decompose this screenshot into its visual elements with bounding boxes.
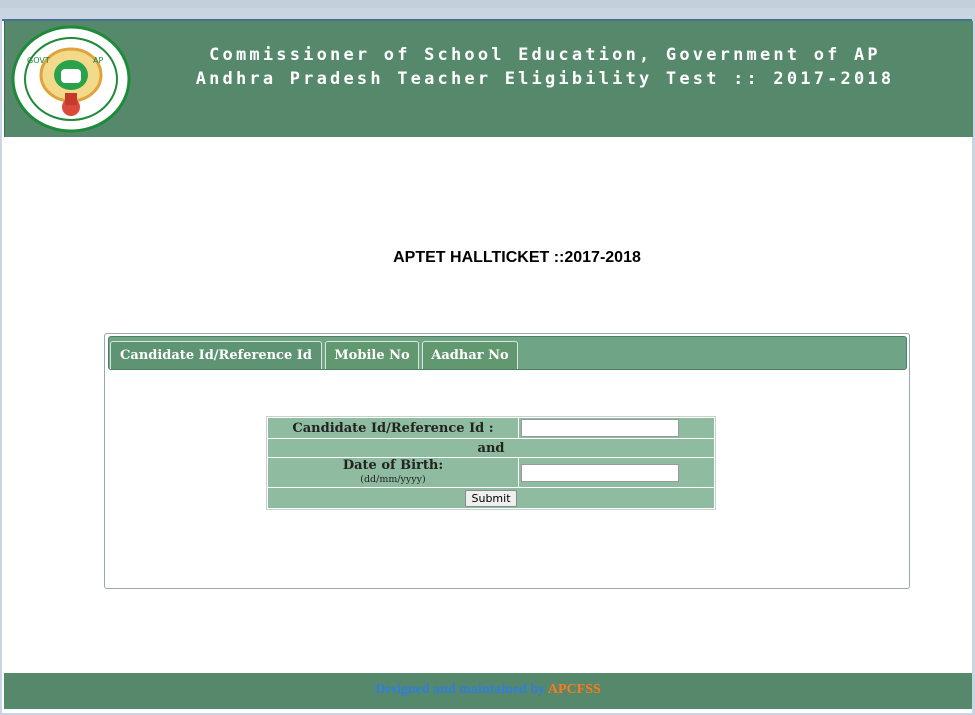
dob-input[interactable] xyxy=(521,464,679,482)
page-footer xyxy=(4,673,972,709)
tab-bar xyxy=(108,336,907,370)
svg-text:AP: AP xyxy=(93,56,104,65)
hallticket-form xyxy=(266,416,716,510)
dob-cell xyxy=(519,458,714,487)
dob-label: Date of Birth: xyxy=(342,458,444,473)
tab-aadhar-no[interactable]: Aadhar No xyxy=(422,341,518,369)
dob-format-hint: (dd/mm/yyyy) xyxy=(360,474,426,485)
page-frame xyxy=(2,19,972,713)
footer-org-link[interactable]: APCFSS xyxy=(547,682,601,697)
submit-cell xyxy=(268,488,714,508)
government-seal-icon xyxy=(9,23,133,135)
candidate-id-label: Candidate Id/Reference Id : xyxy=(268,418,518,438)
and-separator: and xyxy=(268,439,714,457)
submit-button[interactable]: Submit xyxy=(465,490,516,507)
candidate-id-input[interactable] xyxy=(521,419,679,437)
footer-credit-text: Designed and maintained by xyxy=(375,682,546,697)
dob-label-cell xyxy=(268,458,518,487)
search-panel xyxy=(104,333,910,589)
page-header xyxy=(4,21,973,137)
tab-mobile-no[interactable]: Mobile No xyxy=(325,341,419,369)
svg-text:GOVT: GOVT xyxy=(27,56,50,65)
page-title: APTET HALLTICKET ::2017-2018 xyxy=(393,249,641,266)
header-title-line2: Andhra Pradesh Teacher Eligibility Test :: 2017-2018 xyxy=(195,69,895,89)
header-title-line1: Commissioner of School Education, Government of AP xyxy=(209,45,881,65)
browser-top-strip xyxy=(0,0,975,8)
candidate-id-cell xyxy=(519,418,714,438)
tab-candidate-id[interactable]: Candidate Id/Reference Id xyxy=(110,341,322,369)
